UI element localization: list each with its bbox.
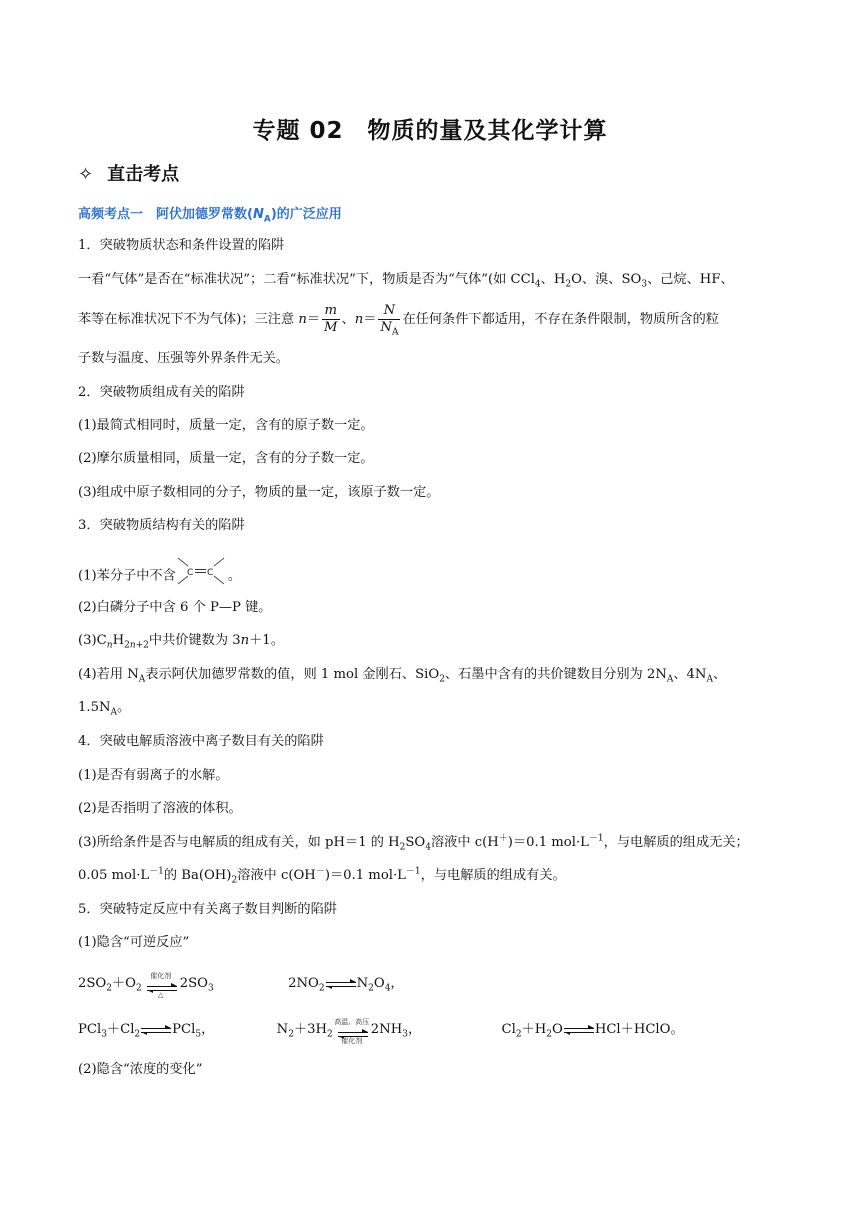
para-1-line-1 (78, 271, 788, 289)
t: 0.05 mol·L (78, 868, 150, 883)
t: 、H (540, 272, 566, 287)
t: N (276, 1022, 289, 1037)
t: PCl (78, 1022, 102, 1037)
reversible-arrow (141, 1025, 171, 1035)
heading-3: 3．突破物质结构有关的陷阱 (78, 518, 245, 533)
reversible-arrow (326, 979, 356, 989)
t: N (356, 976, 369, 991)
c-double-bond-c-icon (176, 556, 226, 586)
heading-2: 2．突破物质组成有关的陷阱 (78, 385, 245, 400)
t: 3 (641, 279, 648, 290)
reversible-arrow-high-temp-pressure (333, 1017, 371, 1045)
keypoint-sub: A (263, 214, 271, 225)
t: 中共价键数为 3 (148, 633, 241, 648)
t: 2SO (78, 976, 107, 991)
item-4-3-line-2: 0.05 $mol\cdot L^{-1}$的 $Ba(OH)_2$溶液中 c(OH－)＝0.1 $mol\cdot L^{-1}$，与电解质的组成有关。 (78, 866, 566, 886)
t: ， (201, 1022, 215, 1037)
t: ＋Cl (106, 1022, 135, 1037)
t: O (552, 1022, 563, 1037)
t: HCl＋HClO。 (594, 1022, 684, 1037)
reversible-arrow-catalyst (142, 971, 180, 999)
t: 2SO (179, 976, 208, 991)
item-3-4-line-1: (4)若用 $N_A$表示阿伏加德罗常数的值，则 1 mol 金刚石、SiO$_2$、石墨中含有的共价键数目分别为 $2N_A$、$4N_A$、 (78, 667, 727, 685)
t: 催化剂 (150, 971, 172, 980)
fraction-N-over-NA: $\frac{N}{N_A}$ (380, 303, 399, 338)
t: ， (390, 976, 404, 991)
t: 、石墨中含有的共价键数目分别为 2N (444, 667, 667, 682)
item-3-4-line-2: $1.5N_A$。 (78, 700, 131, 718)
equation-row-1: $2SO_2+O_2$ 催化剂 △ $2SO_3$ $2NO_2$ $N_2O_4$， (78, 971, 404, 999)
t: 、 (712, 667, 727, 682)
fraction-m-over-M: $\frac{m}{M}$ (324, 303, 338, 335)
keypoint-var: N (252, 207, 264, 222)
keypoint-post: )的广泛应用 (270, 207, 342, 222)
svg-text:C: C (206, 568, 214, 578)
item-3-3: $(3)C_nH_{2n+2}$中共价键数为 3n＋1。 (78, 633, 284, 651)
t: 、己烷、HF、 (647, 272, 734, 287)
t: O (373, 976, 385, 991)
item-3-2: (2)白磷分子中含 6 个 P—P 键。 (78, 600, 272, 615)
item-2-2: (2)摩尔质量相同，质量一定，含有的分子数一定。 (78, 451, 374, 466)
item-4-3-line-1: (3)所给条件是否与电解质的组成有关，如 pH＝1 的 $H_2SO_4$溶液中 c(H＋)＝0.1 $mol\cdot L^{-1}$，与电解质的组成无关； (78, 833, 749, 853)
reversible-arrow (564, 1025, 594, 1035)
t: H (112, 633, 125, 648)
t: (4)若用 N (78, 667, 139, 682)
section-heading (78, 160, 179, 186)
t: 表示阿伏加德罗常数的值，则 1 mol 金刚石、SiO (145, 667, 440, 682)
t: △ (158, 990, 164, 999)
t: ，与电解质的组成有关。 (420, 868, 566, 883)
t: (3)所给条件是否与电解质的组成有关，如 pH＝1 的 H (78, 835, 400, 850)
page-title: 专题 02 物质的量及其化学计算 (252, 118, 608, 144)
t: 一看“气体”是否在“标准状况”；二看“标准状况”下，物质是否为“气体”(如 CCl (78, 272, 535, 287)
heading-4: 4．突破电解质溶液中离子数目有关的陷阱 (78, 734, 324, 749)
t: ＋H (521, 1022, 547, 1037)
t: (1)苯分子中不含 (78, 568, 176, 584)
svg-text:C: C (186, 568, 194, 578)
item-4-2: (2)是否指明了溶液的体积。 (78, 801, 242, 816)
t: 4 (534, 279, 541, 290)
diamond-icon: ✧ (78, 164, 94, 185)
t: )＝0.1 mol·L (324, 868, 406, 883)
t: ， (407, 1022, 422, 1037)
item-2-1: (1)最简式相同时，质量一定，含有的原子数一定。 (78, 418, 374, 433)
t: 。 (227, 568, 241, 584)
t: 溶液中 c(OH (237, 868, 316, 883)
equation-row-2: $PCl_3+Cl_2$ PCl$_5$， $N_2+3H_2$ 高温、高压 催化剂 $2NH_3$， $Cl_2+H_2O$ HCl＋HClO。 (78, 1017, 684, 1045)
t: 。 (117, 700, 131, 715)
keypoint-heading (78, 203, 342, 225)
t: 的 Ba(OH) (163, 868, 232, 883)
t: 高温、高压 (334, 1017, 370, 1026)
t: 溶液中 c(H (430, 835, 499, 850)
t: 在任何条件下都适用，不存在条件限制，物质所含的粒 (402, 312, 719, 327)
t: O、溴、SO (571, 272, 642, 287)
t: 2 (565, 279, 572, 290)
para-1-line-3: 子数与温度、压强等外界条件无关。 (78, 351, 289, 366)
t: ＋1。 (249, 633, 284, 648)
t: 2NH (370, 1022, 403, 1037)
t: 苯等在标准状况下不为气体)；三注意 (78, 312, 299, 327)
t: 催化剂 (341, 1036, 363, 1045)
t: Cl (501, 1022, 516, 1037)
t: SO (405, 835, 426, 850)
heading-1: 1．突破物质状态和条件设置的陷阱 (78, 238, 285, 253)
item-3-1 (78, 566, 788, 586)
item-5-2: (2)隐含“浓度的变化” (78, 1062, 203, 1077)
t: )＝0.1 mol·L (507, 835, 589, 850)
item-5-1: (1)隐含“可逆反应” (78, 935, 190, 950)
t: PCl (172, 1022, 196, 1037)
t: ＋3H (293, 1022, 328, 1037)
t: ，与电解质的组成无关； (603, 835, 749, 850)
section-label: 直击考点 (107, 164, 180, 185)
t: 1.5N (78, 700, 111, 715)
item-2-3: (3)组成中原子数相同的分子，物质的量一定，该原子数一定。 (78, 485, 440, 500)
para-1-line-2: 苯等在标准状况下不为气体)；三注意 n＝ $\frac{m}{M}$ 、n＝ $\frac{N}{N_A}$ 在任何条件下都适用，不存在条件限制，物质所含的粒 (78, 303, 719, 338)
item-4-1: (1)是否有弱离子的水解。 (78, 768, 229, 783)
t: 、4N (673, 667, 707, 682)
keypoint-pre: 高频考点一 阿伏加德罗常数( (78, 207, 253, 222)
heading-5: 5．突破特定反应中有关离子数目判断的陷阱 (78, 902, 337, 917)
t: (3)C (78, 633, 107, 648)
t: 2NO (288, 976, 319, 991)
t: ＋O (111, 976, 136, 991)
